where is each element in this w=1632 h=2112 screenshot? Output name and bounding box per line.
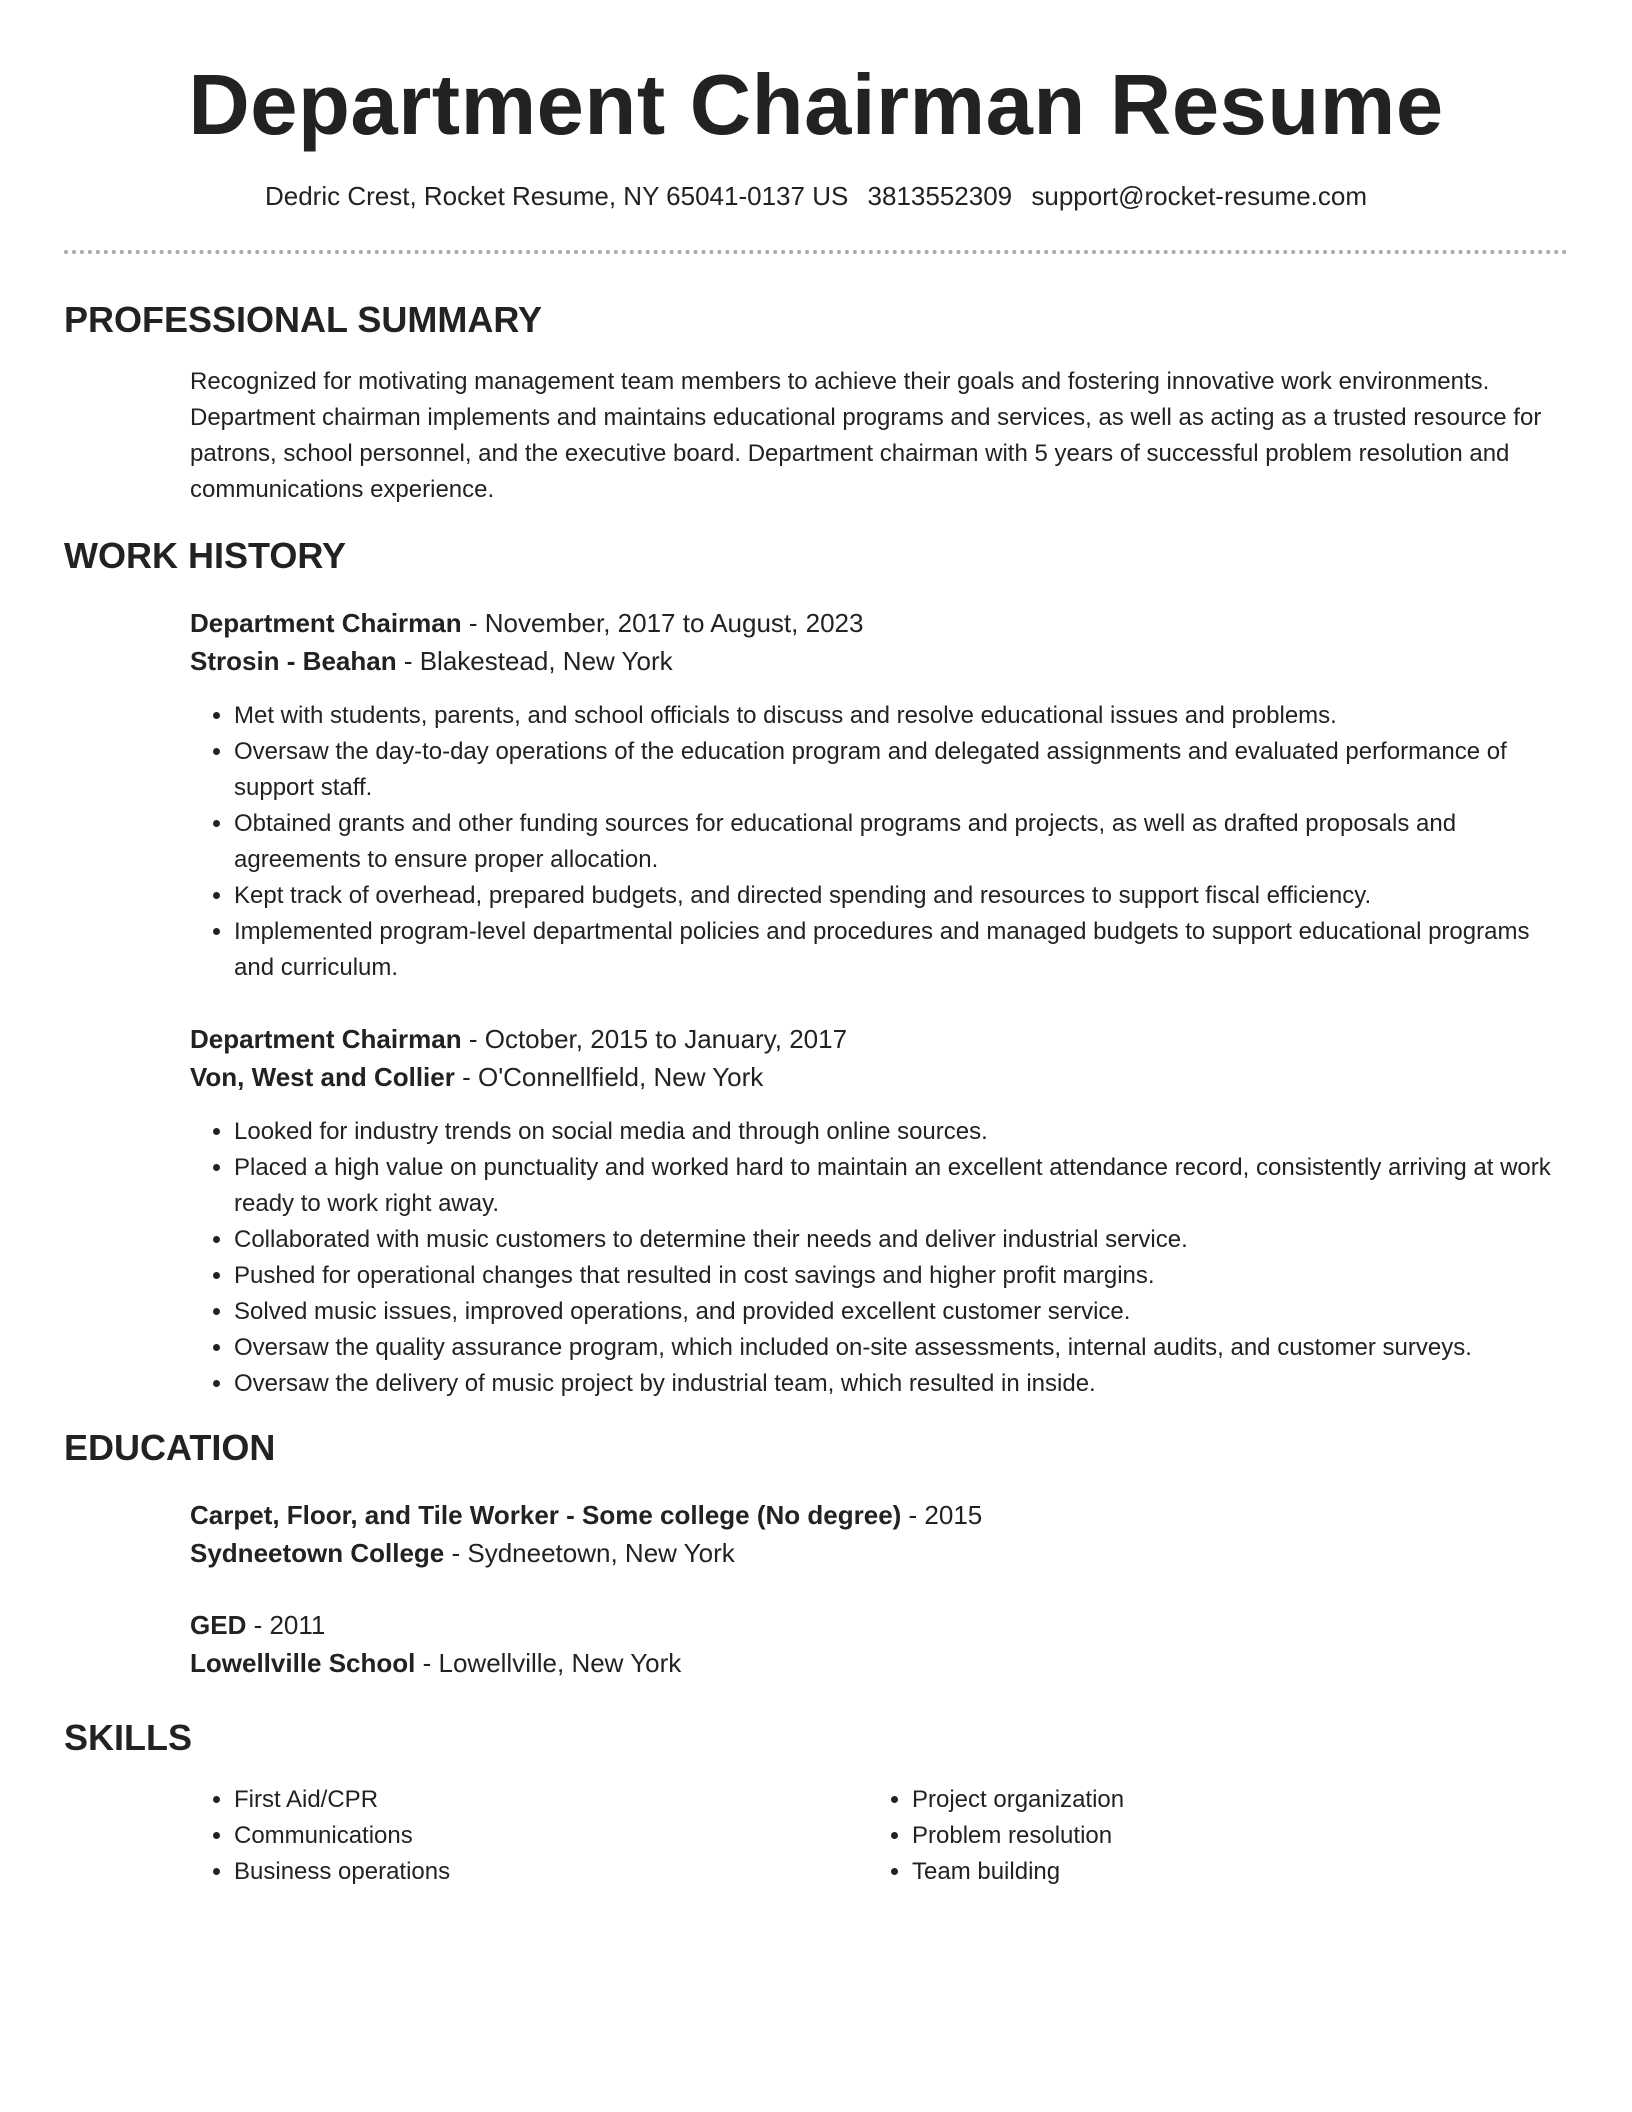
job-bullets [190,1114,1568,1402]
education-school: Lowellville School [190,1648,416,1678]
education-year: - 2011 [246,1610,326,1640]
job-entry [190,1020,1568,1402]
list-item: • Looked for industry trends on social media and through online sources. [234,1114,1568,1150]
list-item: • Implemented program-level departmental policies and procedures and managed budgets to support educational programs and curriculum. [234,914,1568,986]
contact-line [64,178,1568,214]
education-degree-line [190,1606,1568,1644]
education-school: Sydneetown College [190,1538,445,1568]
list-item: • Oversaw the day-to-day operations of the education program and delegated assignments and evaluated performance of support staff. [234,734,1568,806]
skills-column-left [190,1782,868,1890]
contact-address: Dedric Crest, Rocket Resume, NY 65041-0137 US [264,181,849,211]
header-divider [64,250,1568,254]
job-dates: - November, 2017 to August, 2023 [461,608,864,638]
job-location: - Blakestead, New York [396,646,673,676]
education-location: - Lowellville, New York [415,1648,682,1678]
list-item: • Communications [234,1818,868,1854]
skills-column-right [868,1782,1546,1890]
job-company: Von, West and Collier [190,1062,455,1092]
job-entry [190,604,1568,986]
education-entry [190,1606,1568,1682]
resume-title: Department Chairman Resume [188,58,1444,153]
education-degree: GED [190,1610,247,1640]
job-title-line [190,604,1568,642]
job-company-line [190,1058,1568,1096]
education-heading: EDUCATION [64,1427,276,1468]
list-item: • Oversaw the delivery of music project by industrial team, which resulted in inside. [234,1366,1568,1402]
list-item: • Pushed for operational changes that resulted in cost savings and higher profit margins. [234,1258,1568,1294]
contact-phone: 3813552309 [867,181,1013,211]
education-entry [190,1496,1568,1572]
education-school-line [190,1644,1568,1682]
list-item: • First Aid/CPR [234,1782,868,1818]
list-item: • Solved music issues, improved operations, and provided excellent customer service. [234,1294,1568,1330]
list-item: • Project organization [912,1782,1546,1818]
list-item: • Obtained grants and other funding sources for educational programs and projects, as well as drafted proposals and agreements to ensure proper allocation. [234,806,1568,878]
summary-text: Recognized for motivating management team members to achieve their goals and fostering innovative work environments. Department chairman implements and maintains educational programs and services, as well as acting as a trusted resource for patrons, school personnel, and the executive board. Department chairman with 5 years of successful problem resolution and communications experience. [190,368,1542,503]
list-item: • Problem resolution [912,1818,1546,1854]
education-school-line [190,1534,1568,1572]
education-degree: Carpet, Floor, and Tile Worker - Some college (No degree) [190,1500,902,1530]
education-location: - Sydneetown, New York [444,1538,735,1568]
list-item: • Placed a high value on punctuality and worked hard to maintain an excellent attendance record, consistently arriving at work ready to work right away. [234,1150,1568,1222]
job-company: Strosin - Beahan [190,646,397,676]
contact-email: support@rocket-resume.com [1031,181,1368,211]
education-degree-line [190,1496,1568,1534]
list-item: • Met with students, parents, and school officials to discuss and resolve educational issues and problems. [234,698,1568,734]
job-title: Department Chairman [190,608,462,638]
list-item: • Team building [912,1854,1546,1890]
list-item: • Collaborated with music customers to determine their needs and deliver industrial service. [234,1222,1568,1258]
list-item: • Business operations [234,1854,868,1890]
work-history-heading: WORK HISTORY [64,535,347,576]
education-year: - 2015 [901,1500,983,1530]
list-item: • Oversaw the quality assurance program, which included on-site assessments, internal audits, and customer surveys. [234,1330,1568,1366]
job-dates: - October, 2015 to January, 2017 [461,1024,848,1054]
job-title-line [190,1020,1568,1058]
skills-grid [190,1782,1568,1890]
skills-heading: SKILLS [64,1717,193,1758]
list-item: • Kept track of overhead, prepared budgets, and directed spending and resources to support fiscal efficiency. [234,878,1568,914]
summary-heading: PROFESSIONAL SUMMARY [64,299,543,340]
job-location: - O'Connellfield, New York [454,1062,764,1092]
job-bullets [190,698,1568,986]
job-title: Department Chairman [190,1024,462,1054]
job-company-line [190,642,1568,680]
